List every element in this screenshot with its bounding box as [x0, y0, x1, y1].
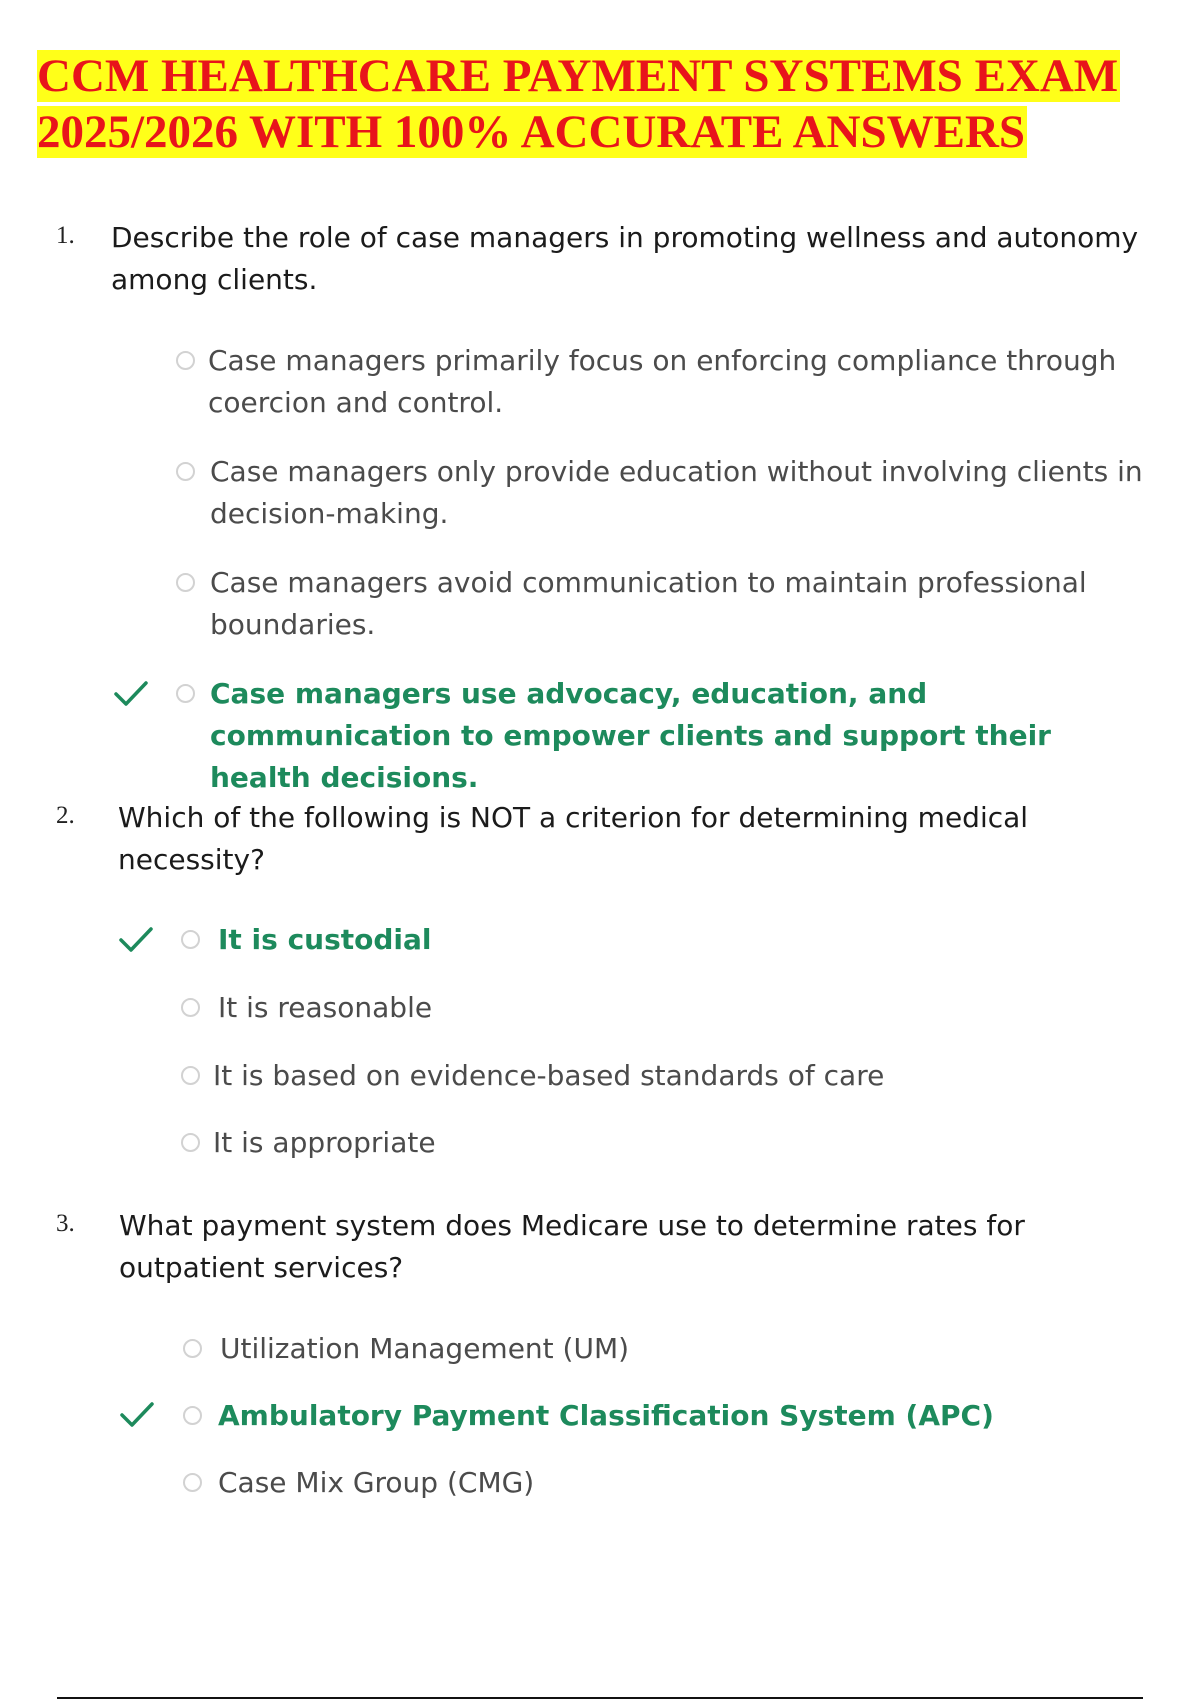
answer-option: Case managers primarily focus on enforcing compliance through coercion and control.	[208, 344, 1117, 419]
checkmark-icon	[119, 1400, 155, 1430]
question-text: Describe the role of case managers in promoting wellness and autonomy among clients.	[111, 221, 1139, 296]
radio-circle-icon[interactable]	[181, 930, 200, 949]
answer-option: It is appropriate	[213, 1126, 436, 1159]
question-number: 2.	[56, 802, 75, 829]
answer-option: Case managers avoid communication to maintain professional boundaries.	[210, 566, 1087, 641]
answer-option: Utilization Management (UM)	[220, 1332, 630, 1365]
radio-circle-icon[interactable]	[176, 684, 195, 703]
checkmark-icon	[118, 925, 154, 955]
page-divider	[57, 1697, 1143, 1699]
question-number: 3.	[56, 1210, 75, 1237]
document-title	[37, 48, 1197, 160]
answer-option-correct: Case managers use advocacy, education, and communication to empower clients and support their health decisions.	[210, 677, 1051, 794]
answer-option-correct: Ambulatory Payment Classification System (APC)	[218, 1399, 994, 1432]
radio-circle-icon[interactable]	[181, 1133, 200, 1152]
answer-option: Case managers only provide education without involving clients in decision-making.	[210, 455, 1143, 530]
radio-circle-icon[interactable]	[176, 351, 195, 370]
radio-circle-icon[interactable]	[181, 1066, 200, 1085]
radio-circle-icon[interactable]	[183, 1406, 202, 1425]
question-text: What payment system does Medicare use to determine rates for outpatient services?	[119, 1209, 1025, 1284]
checkmark-icon	[113, 679, 149, 709]
title-line-1: CCM HEALTHCARE PAYMENT SYSTEMS EXAM	[37, 50, 1119, 102]
answer-option: Case Mix Group (CMG)	[218, 1466, 535, 1499]
answer-option-correct: It is custodial	[218, 923, 432, 956]
question-number: 1.	[56, 222, 75, 249]
title-line-2: 2025/2026 WITH 100% ACCURATE ANSWERS	[37, 106, 1026, 158]
radio-circle-icon[interactable]	[176, 462, 195, 481]
radio-circle-icon[interactable]	[181, 998, 200, 1017]
answer-option: It is reasonable	[218, 991, 433, 1024]
radio-circle-icon[interactable]	[183, 1339, 202, 1358]
radio-circle-icon[interactable]	[176, 573, 195, 592]
radio-circle-icon[interactable]	[183, 1473, 202, 1492]
answer-option: It is based on evidence-based standards of care	[213, 1059, 885, 1092]
question-text: Which of the following is NOT a criterion for determining medical necessity?	[118, 801, 1029, 876]
